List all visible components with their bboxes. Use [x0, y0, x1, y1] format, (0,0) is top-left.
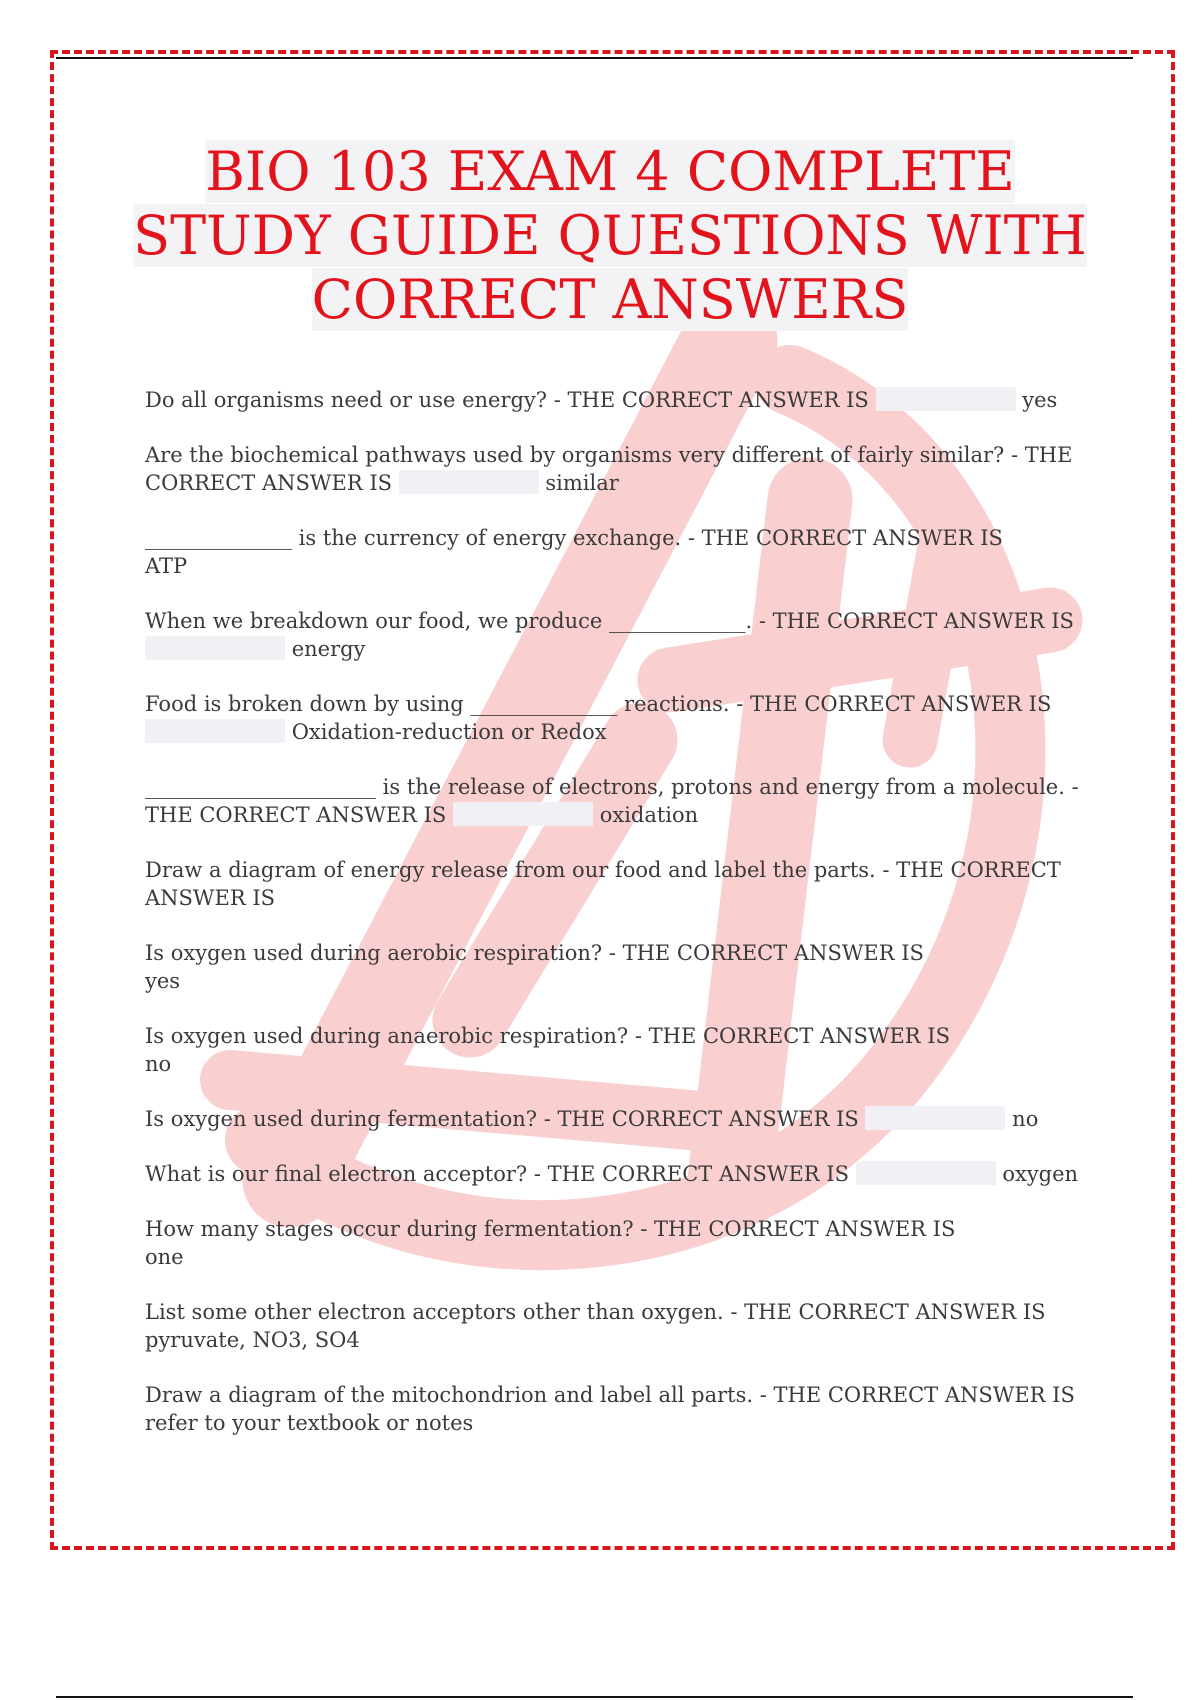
bottom-rule: [56, 1696, 1133, 1698]
answer-gap: [453, 802, 593, 826]
qa-item: [145, 524, 1095, 580]
qa-answer: yes: [1022, 388, 1058, 412]
qa-answer: no: [1012, 1107, 1039, 1131]
qa-question: List some other electron acceptors other than oxygen. - THE CORRECT ANSWER IS: [145, 1300, 1046, 1324]
qa-question: What is our final electron acceptor? - THE CORRECT ANSWER IS: [145, 1162, 849, 1186]
qa-item: [145, 607, 1095, 663]
qa-answer: ATP: [145, 554, 188, 578]
qa-answer: energy: [291, 637, 366, 661]
qa-answer: yes: [145, 969, 181, 993]
qa-question: When we breakdown our food, we produce _____________. - THE CORRECT ANSWER IS: [145, 609, 1074, 633]
answer-gap: [145, 719, 285, 743]
qa-item: [145, 1105, 1095, 1133]
qa-item: [145, 939, 1095, 995]
qa-question: Draw a diagram of the mitochondrion and label all parts. - THE CORRECT ANSWER IS: [145, 1383, 1075, 1407]
answer-gap: [856, 1161, 996, 1185]
qa-item: [145, 773, 1095, 829]
qa-answer: oxygen: [1002, 1162, 1079, 1186]
qa-answer: similar: [545, 471, 619, 495]
answer-gap: [876, 387, 1016, 411]
title-line-2: STUDY GUIDE QUESTIONS WITH: [133, 204, 1087, 267]
qa-question: Are the biochemical pathways used by organisms very different of fairly similar? - THE CORRECT ANSWER IS: [145, 443, 1073, 495]
qa-answer: oxidation: [599, 803, 699, 827]
qa-item: [145, 1160, 1095, 1188]
answer-gap: [145, 636, 285, 660]
qa-answer: one: [145, 1245, 184, 1269]
document-title: [130, 140, 1090, 332]
qa-item: [145, 386, 1095, 414]
title-line-3: CORRECT ANSWERS: [311, 268, 909, 331]
qa-question: How many stages occur during fermentation? - THE CORRECT ANSWER IS: [145, 1217, 956, 1241]
qa-item: [145, 690, 1095, 746]
qa-item: [145, 1381, 1095, 1437]
qa-item: [145, 1022, 1095, 1078]
answer-gap: [865, 1106, 1005, 1130]
qa-question: ______________ is the currency of energy exchange. - THE CORRECT ANSWER IS: [145, 526, 1003, 550]
qa-answer: no: [145, 1052, 172, 1076]
qa-answer: refer to your textbook or notes: [145, 1411, 474, 1435]
qa-question: Is oxygen used during fermentation? - THE CORRECT ANSWER IS: [145, 1107, 859, 1131]
qa-question: Draw a diagram of energy release from our food and label the parts. - THE CORRECT ANSWER IS: [145, 858, 1061, 910]
answer-gap: [399, 470, 539, 494]
qa-item: [145, 441, 1095, 497]
qa-item: [145, 856, 1095, 912]
qa-question: Do all organisms need or use energy? - THE CORRECT ANSWER IS: [145, 388, 869, 412]
qa-item: [145, 1215, 1095, 1271]
top-rule: [56, 57, 1133, 59]
title-line-1: BIO 103 EXAM 4 COMPLETE: [205, 140, 1015, 203]
qa-question: Is oxygen used during anaerobic respiration? - THE CORRECT ANSWER IS: [145, 1024, 950, 1048]
qa-item: [145, 1298, 1095, 1354]
qa-question: Food is broken down by using ______________ reactions. - THE CORRECT ANSWER IS: [145, 692, 1052, 716]
qa-list: [145, 386, 1095, 1464]
qa-question: Is oxygen used during aerobic respiration? - THE CORRECT ANSWER IS: [145, 941, 924, 965]
qa-answer: Oxidation-reduction or Redox: [291, 720, 607, 744]
qa-answer: pyruvate, NO3, SO4: [145, 1328, 360, 1352]
qa-question: ______________________ is the release of electrons, protons and energy from a molecule. - THE CORRECT ANSWER IS: [145, 775, 1079, 827]
